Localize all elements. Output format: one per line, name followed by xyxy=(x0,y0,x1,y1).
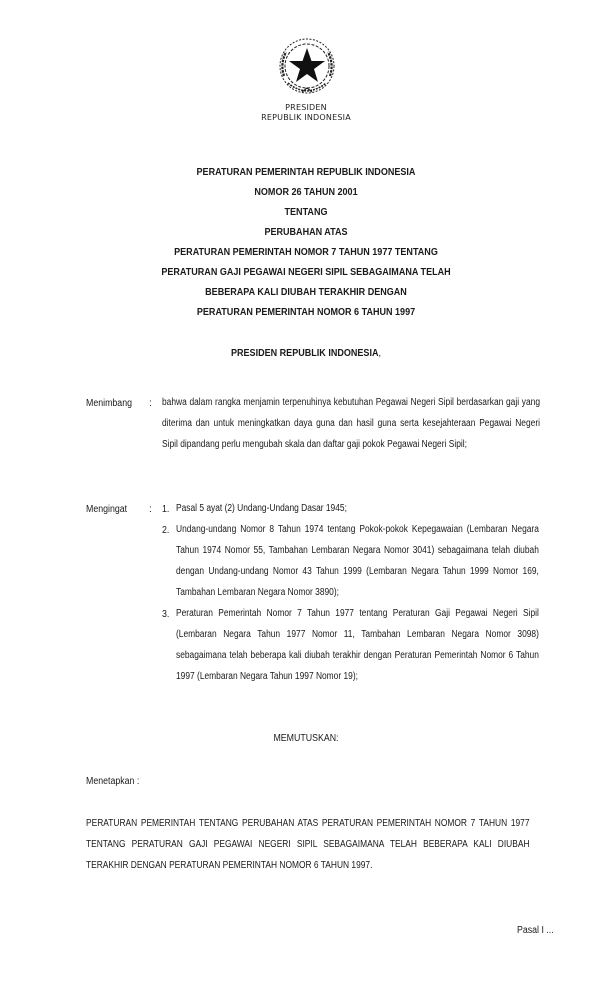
title-line-1: PERATURAN PEMERINTAH REPUBLIK INDONESIA xyxy=(196,166,416,178)
mengingat-item-2-text: Undang-undang Nomor 8 Tahun 1974 tentang Pokok-pokok Kepegawaian (Lembaran Negara Tahun 1974 Nomor 55, Tambahan Lembaran Negara Nomor 3041) sebagaimana telah diubah dengan Undang-undang Nomor 43 Tahun 1999 (Lembaran Negara Tahun 1999 Nomor 169, Tambahan Lembaran Negara Nomor 3890); xyxy=(176,524,539,598)
title-line-8: PERATURAN PEMERINTAH NOMOR 6 TAHUN 1997 xyxy=(196,306,416,318)
mengingat-item-1-number: 1. xyxy=(162,504,170,515)
emblem-caption-line1: PRESIDEN xyxy=(285,103,327,112)
issuer-suffix: , xyxy=(378,347,382,359)
mengingat-item-2-number: 2. xyxy=(162,525,170,536)
title-line-4: PERUBAHAN ATAS xyxy=(264,226,348,238)
memutuskan-heading: MEMUTUSKAN: xyxy=(273,733,339,744)
decision-text: PERATURAN PEMERINTAH TENTANG PERUBAHAN ATAS PERATURAN PEMERINTAH NOMOR 7 TAHUN 1977 TENTANG PERATURAN GAJI PEGAWAI NEGERI SIPIL SEBAGAIMANA TELAH BEBERAPA KALI DIUBAH TERAKHIR DENGAN PERATURAN PEMERINTAH NOMOR 6 TAHUN 1997. xyxy=(86,818,530,871)
menimbang-label: Menimbang xyxy=(86,398,132,409)
title-line-3: TENTANG xyxy=(284,206,328,218)
title-line-5: PERATURAN PEMERINTAH NOMOR 7 TAHUN 1977 TENTANG xyxy=(174,246,438,258)
title-line-2: NOMOR 26 TAHUN 2001 xyxy=(254,186,358,198)
emblem-caption-line2: REPUBLIK INDONESIA xyxy=(261,113,351,122)
mengingat-label: Mengingat xyxy=(86,504,128,515)
page-continuation: Pasal I ... xyxy=(517,925,554,936)
menetapkan-label: Menetapkan : xyxy=(86,776,140,787)
mengingat-item-3-text: Peraturan Pemerintah Nomor 7 Tahun 1977 tentang Peraturan Gaji Pegawai Negeri Sipil (Lembaran Negara Tahun 1977 Nomor 11, Tambahan Lembaran Negara Nomor 3098) sebagaimana telah beberapa kali diubah terakhir dengan Peraturan Pemerintah Nomor 6 Tahun 1997 (Lembaran Negara Tahun 1997 Nomor 19); xyxy=(176,608,539,682)
title-line-6: PERATURAN GAJI PEGAWAI NEGERI SIPIL SEBAGAIMANA TELAH xyxy=(161,266,451,278)
presidential-emblem-icon xyxy=(276,36,338,98)
title-line-7: BEBERAPA KALI DIUBAH TERAKHIR DENGAN xyxy=(205,286,407,298)
mengingat-item-1-text: Pasal 5 ayat (2) Undang-Undang Dasar 1945; xyxy=(176,503,347,514)
mengingat-colon: : xyxy=(149,504,152,515)
menimbang-colon: : xyxy=(149,398,152,409)
issuer-name: PRESIDEN REPUBLIK INDONESIA xyxy=(230,347,379,359)
mengingat-item-3-number: 3. xyxy=(162,609,170,620)
issuer-heading xyxy=(43,347,569,359)
menimbang-text: bahwa dalam rangka menjamin terpenuhinya kebutuhan Pegawai Negeri Sipil berdasarkan gaji yang diterima dan untuk meningkatkan daya guna dan hasil guna serta kesejahteraan Pegawai Negeri Sipil dipandang perlu mengubah skala dan daftar gaji pokok Pegawai Negeri Sipil; xyxy=(162,397,540,450)
